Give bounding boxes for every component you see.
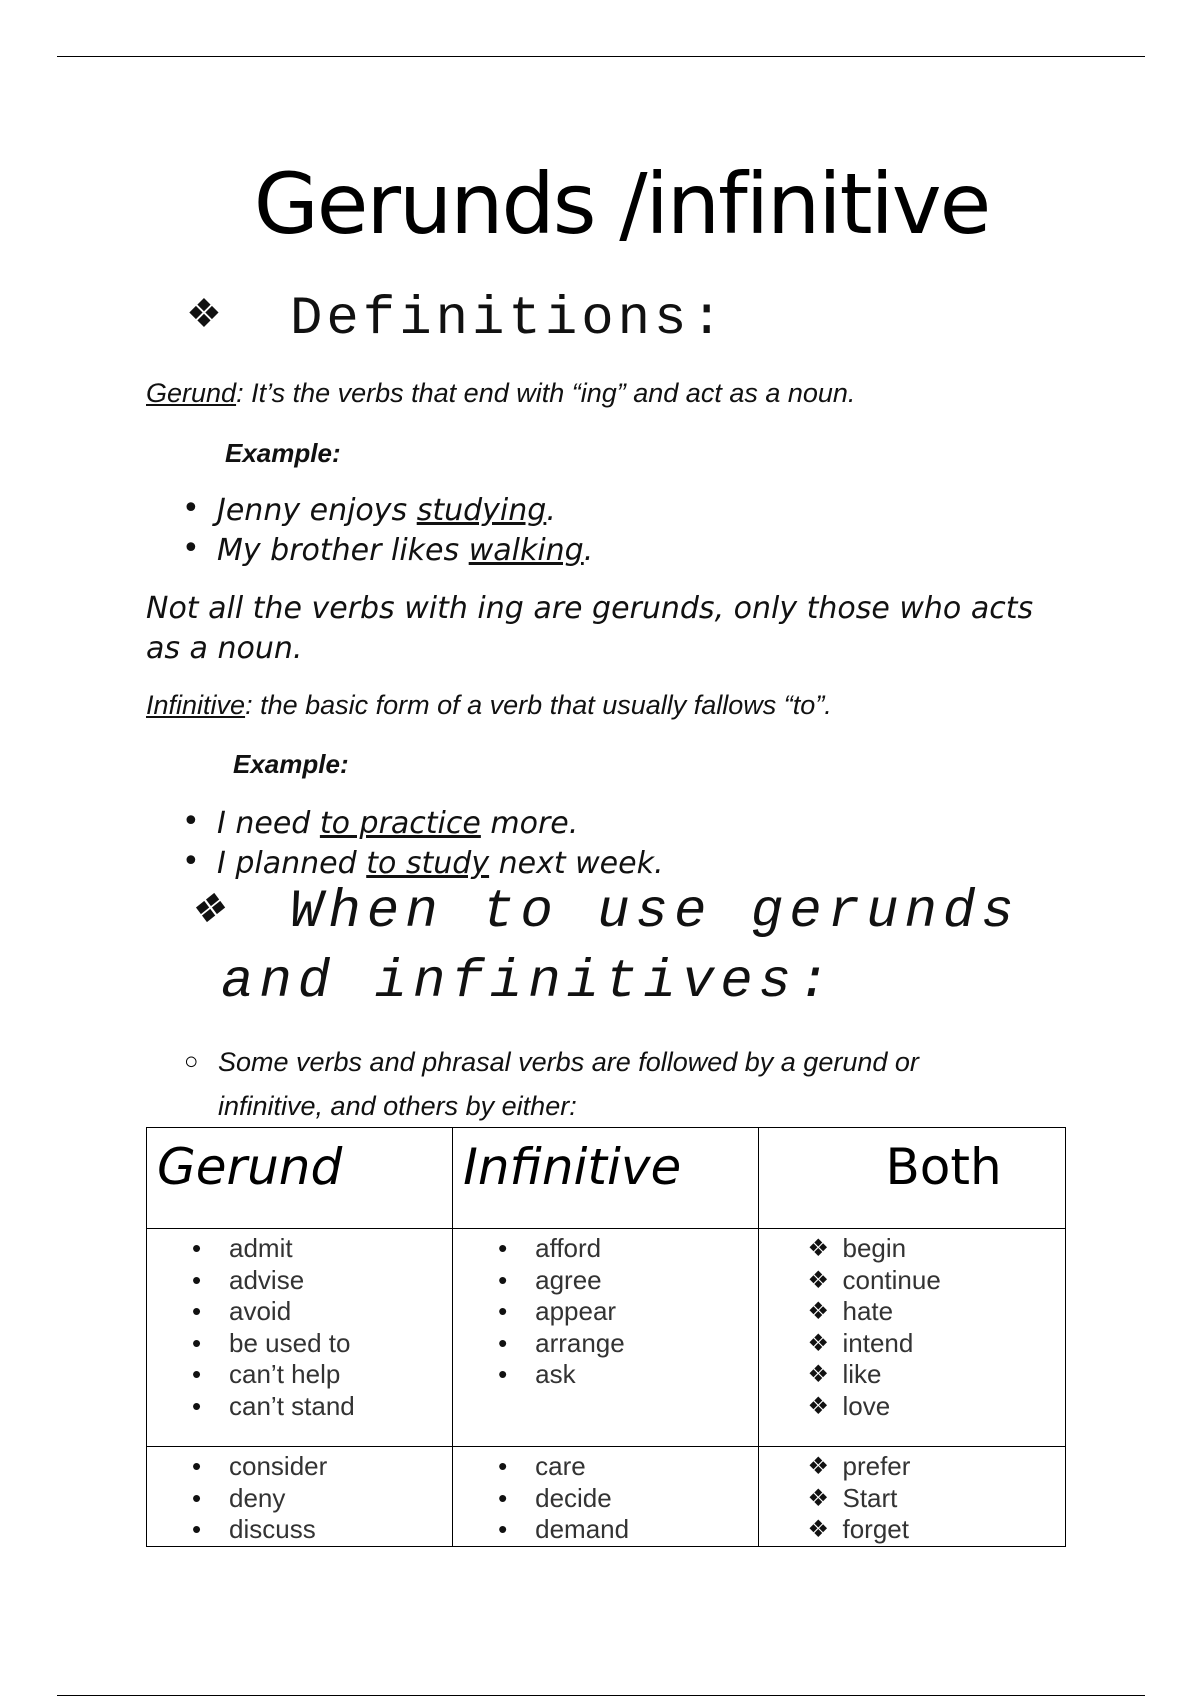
bullet-icon: • — [192, 1296, 202, 1326]
column-header-infinitive: Infinitive — [453, 1128, 759, 1229]
definition-term: Gerund — [146, 378, 237, 408]
table-row — [147, 1447, 1066, 1547]
list-item: • discuss — [192, 1514, 316, 1544]
section-heading: When to use gerunds — [290, 882, 1020, 943]
list-item: • appear — [498, 1296, 617, 1326]
table-cell — [147, 1229, 453, 1447]
verb-table — [146, 1127, 1066, 1547]
definition-text: : the basic form of a verb that usually fallows “to”. — [245, 690, 832, 720]
section-heading-continued: and infinitives: — [221, 952, 836, 1013]
bullet-icon: • — [192, 1359, 202, 1389]
table-row — [147, 1229, 1066, 1447]
table-cell — [453, 1447, 759, 1547]
list-item: • consider — [192, 1451, 328, 1481]
top-rule — [57, 56, 1145, 57]
list-item: • agree — [498, 1264, 602, 1295]
list-item: • afford — [498, 1233, 602, 1263]
intro-paragraph: Some verbs and phrasal verbs are followed by a gerund or infinitive, and others by either: — [218, 1047, 919, 1121]
list-item: • avoid — [192, 1296, 292, 1326]
list-item: • decide — [498, 1482, 612, 1513]
bullet-icon: • — [498, 1482, 508, 1513]
diamond-bullet-icon: ❖ — [807, 1392, 829, 1420]
list-item: ❖ intend — [807, 1327, 914, 1358]
bullet-icon: • — [192, 1451, 202, 1481]
bullet-icon: • — [182, 491, 200, 526]
diamond-bullet-icon: ❖ — [807, 1266, 829, 1294]
bullet-icon: • — [192, 1482, 202, 1513]
underlined-verb: to study — [366, 846, 490, 881]
diamond-bullet-icon: ❖ — [807, 1516, 829, 1543]
list-item: ❖ forget — [807, 1514, 909, 1544]
gerund-definition — [146, 378, 855, 409]
bullet-icon: • — [498, 1327, 508, 1358]
diamond-bullet-icon: ❖ — [807, 1453, 829, 1480]
section-heading: Definitions: — [290, 289, 727, 350]
infinitive-definition — [146, 690, 832, 721]
column-header-gerund: Gerund — [147, 1128, 453, 1229]
table-cell — [453, 1229, 759, 1447]
table-cell — [759, 1229, 1066, 1447]
verb-list — [147, 1447, 452, 1546]
list-item: • be used to — [192, 1327, 351, 1358]
verb-list — [453, 1229, 758, 1391]
bullet-icon: • — [498, 1514, 508, 1544]
note-paragraph: Not all the verbs with ing are gerunds, only those who acts as a noun. — [146, 591, 1034, 666]
bullet-icon: • — [182, 804, 200, 839]
list-item: ❖ hate — [807, 1296, 894, 1326]
list-item: • ask — [498, 1359, 576, 1389]
list-item: • arrange — [498, 1327, 625, 1358]
verb-list — [147, 1229, 452, 1422]
list-item: ❖ love — [807, 1390, 891, 1421]
diamond-bullet-icon: ❖ — [189, 890, 225, 935]
list-item: ❖ begin — [807, 1233, 907, 1263]
page-title: Gerunds /infinitive — [253, 155, 990, 253]
bullet-icon: • — [192, 1233, 202, 1263]
diamond-bullet-icon: ❖ — [807, 1484, 829, 1512]
circle-bullet-icon: ○ — [184, 1048, 199, 1075]
definition-term: Infinitive — [146, 690, 246, 720]
list-item: ❖ Start — [807, 1482, 898, 1513]
list-item: • admit — [192, 1233, 293, 1263]
diamond-bullet-icon: ❖ — [186, 295, 222, 340]
bullet-icon: • — [182, 531, 200, 566]
example-label: Example: — [225, 438, 341, 468]
bullet-icon: • — [498, 1451, 508, 1481]
table-cell — [759, 1447, 1066, 1547]
example-label: Example: — [233, 749, 349, 779]
bullet-icon: • — [498, 1359, 508, 1389]
list-item: ❖ continue — [807, 1264, 941, 1295]
definition-text: : It’s the verbs that end with “ing” and act as a noun. — [236, 378, 856, 408]
diamond-bullet-icon: ❖ — [807, 1298, 829, 1325]
list-item: • demand — [498, 1514, 630, 1544]
bullet-icon: • — [192, 1514, 202, 1544]
bullet-icon: • — [192, 1390, 202, 1421]
diamond-bullet-icon: ❖ — [807, 1235, 829, 1262]
list-item: • can’t stand — [192, 1390, 355, 1421]
bullet-icon: • — [192, 1327, 202, 1358]
bullet-icon: • — [498, 1296, 508, 1326]
verb-list — [759, 1229, 1065, 1422]
diamond-bullet-icon: ❖ — [807, 1361, 829, 1388]
column-header-both: Both — [759, 1128, 1066, 1229]
bottom-rule — [57, 1695, 1145, 1696]
list-item: • care — [498, 1451, 586, 1481]
verb-list — [453, 1447, 758, 1546]
bullet-icon: • — [192, 1264, 202, 1295]
underlined-verb: walking — [468, 533, 584, 568]
bullet-icon: • — [498, 1233, 508, 1263]
bullet-icon: • — [182, 844, 200, 879]
underlined-verb: to practice — [319, 806, 481, 841]
verb-list — [759, 1447, 1065, 1546]
diamond-bullet-icon: ❖ — [807, 1329, 829, 1357]
list-item: ❖ like — [807, 1359, 882, 1389]
list-item: • advise — [192, 1264, 305, 1295]
table-cell — [147, 1447, 453, 1547]
bullet-icon: • — [498, 1264, 508, 1295]
table-header-row — [147, 1128, 1066, 1229]
list-item: • deny — [192, 1482, 286, 1513]
underlined-verb: studying — [416, 493, 547, 528]
list-item: • can’t help — [192, 1359, 341, 1389]
list-item: ❖ prefer — [807, 1451, 911, 1481]
